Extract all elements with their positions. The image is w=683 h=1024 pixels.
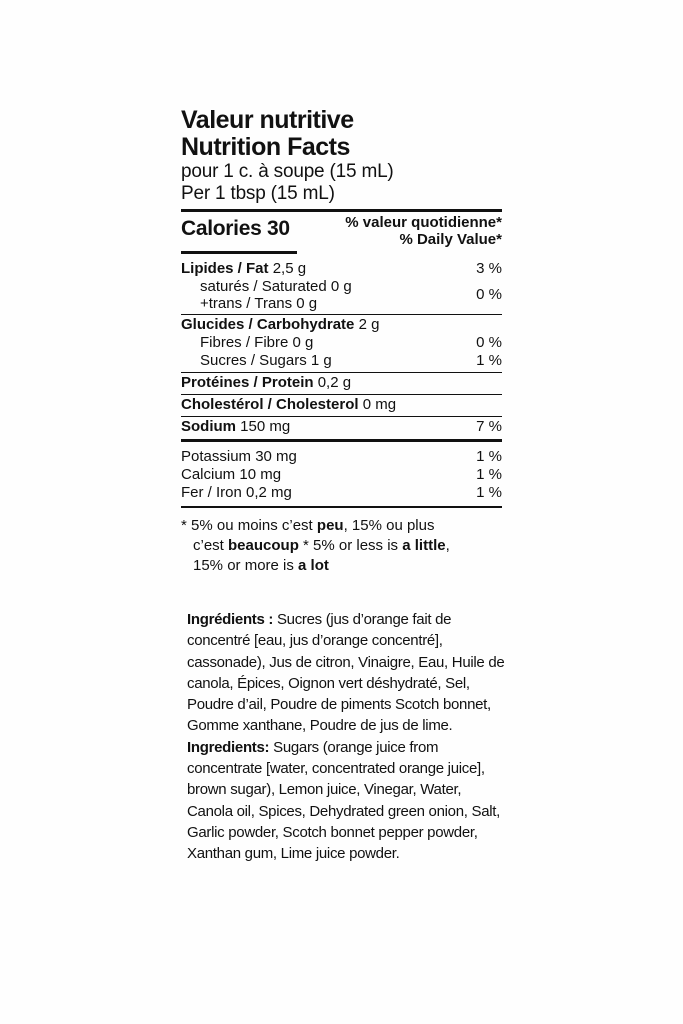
sodium-label: Sodium: [181, 418, 236, 435]
fibre-amount: 0 g: [292, 334, 314, 351]
ingredients-en: [187, 737, 507, 865]
ingredients-fr: [187, 609, 507, 737]
calcium-dv: 1 %: [476, 466, 502, 483]
sugars-amount: 1 g: [310, 352, 332, 369]
footnote: [181, 516, 502, 576]
footnote-bold: a lot: [298, 557, 329, 574]
protein-label: Protéines / Protein: [181, 374, 314, 391]
iron-dv: 1 %: [476, 484, 502, 501]
trans-amount: 0 g: [296, 295, 318, 312]
fat-dv: 3 %: [476, 260, 502, 277]
footnote-text: c’est: [193, 537, 229, 554]
sugars-row: [181, 352, 502, 370]
calories-underline: [181, 251, 297, 254]
carbohydrate-label: Glucides / Carbohydrate: [181, 316, 355, 333]
title-en: Nutrition Facts: [181, 133, 350, 161]
divider: [181, 372, 502, 373]
fat-label: Lipides / Fat: [181, 260, 269, 277]
sodium-row: [181, 418, 502, 436]
potassium-amount: 30 mg: [255, 448, 297, 465]
divider: [181, 314, 502, 315]
sugars-dv: 1 %: [476, 352, 502, 369]
ingredients-en-text: Sugars (orange juice from concentrate [water, concentrated orange juice], brown sugar), Lemon juice, Vinegar, Water, Canola oil, Spices, Dehydrated green onion, Salt, Garlic powder, Scotch bonnet pepper powder, Xanthan gum, Lime juice powder.: [187, 738, 501, 863]
trans-label: +trans / Trans: [200, 295, 293, 312]
sodium-amount: 150 mg: [240, 418, 291, 435]
daily-value-header-en: % Daily Value*: [399, 231, 502, 248]
footnote-text: ,: [445, 537, 450, 554]
footnote-text: * 5% or less is: [298, 537, 403, 554]
calcium-label: Calcium: [181, 466, 236, 483]
serving-size-en: Per 1 tbsp (15 mL): [181, 183, 335, 204]
saturated-label: saturés / Saturated: [200, 278, 327, 295]
sodium-dv: 7 %: [476, 418, 502, 435]
title-fr: Valeur nutritive: [181, 106, 354, 134]
ingredients-en-label: Ingredients:: [187, 738, 270, 756]
sugars-label: Sucres / Sugars: [200, 352, 307, 369]
iron-label: Fer / Iron: [181, 484, 242, 501]
divider: [181, 416, 502, 417]
trans-row: [200, 295, 352, 312]
protein-row: [181, 374, 502, 392]
potassium-label: Potassium: [181, 448, 252, 465]
fibre-dv: 0 %: [476, 334, 502, 351]
calcium-row: [181, 466, 502, 484]
carbohydrate-amount: 2 g: [358, 316, 380, 333]
nutrition-facts-table: [181, 107, 502, 576]
daily-value-header-fr: % valeur quotidienne*: [345, 214, 502, 231]
iron-amount: 0,2 mg: [246, 484, 292, 501]
footnote-bold: peu: [316, 517, 344, 534]
divider-thick: [181, 439, 502, 442]
ingredients-block: [187, 609, 507, 865]
ingredients-fr-text: Sucres (jus d’orange fait de concentré [eau, jus d’orange concentré], cassonade), Jus de citron, Vinaigre, Eau, Huile de canola, Épices, Oignon vert déshydraté, Sel, Poudre d’ail, Poudre de piments Scotch bonnet, Gomme xanthane, Poudre de jus de lime.: [187, 611, 505, 735]
calcium-amount: 10 mg: [239, 466, 282, 483]
cholesterol-amount: 0 mg: [362, 396, 397, 413]
footnote-bold: a little: [402, 537, 446, 554]
fat-row: [181, 260, 502, 278]
fibre-label: Fibres / Fibre: [200, 334, 289, 351]
potassium-dv: 1 %: [476, 448, 502, 465]
footnote-text: , 15% ou plus: [343, 517, 435, 534]
saturated-trans-row: [181, 278, 502, 312]
cholesterol-row: [181, 396, 502, 414]
calories-row: [181, 212, 502, 254]
iron-row: [181, 484, 502, 502]
protein-amount: 0,2 g: [317, 374, 352, 391]
footnote-text: * 5% ou moins c’est: [181, 517, 317, 534]
saturated-row: [200, 278, 352, 295]
ingredients-fr-label: Ingrédients :: [187, 611, 274, 628]
divider: [181, 506, 502, 508]
fibre-row: [181, 334, 502, 352]
calories-value: Calories 30: [181, 217, 290, 240]
divider: [181, 394, 502, 395]
saturated-amount: 0 g: [330, 278, 352, 295]
potassium-row: [181, 448, 502, 466]
serving-size-fr: pour 1 c. à soupe (15 mL): [181, 161, 394, 182]
cholesterol-label: Cholestérol / Cholesterol: [181, 396, 359, 413]
fat-amount: 2,5 g: [272, 260, 307, 277]
saturated-trans-dv: 0 %: [476, 286, 502, 303]
footnote-text: 15% or more is: [193, 557, 299, 574]
daily-value-header: [345, 214, 502, 248]
carbohydrate-row: [181, 316, 502, 334]
footnote-bold: beaucoup: [228, 537, 299, 554]
